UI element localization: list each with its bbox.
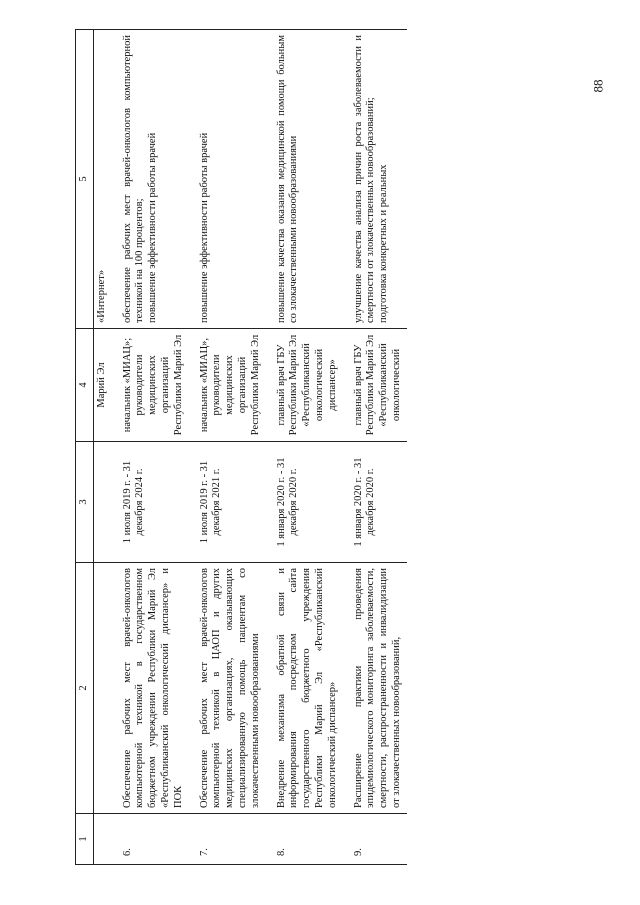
row-responsible: начальник «МИАЦ»; руководители медицинских организаций Республики Марий Эл	[112, 329, 189, 442]
header-col-4: 4	[76, 329, 94, 442]
result-line: повышение эффективности работы врачей	[147, 132, 159, 323]
table-row	[189, 30, 266, 865]
row-measure: Внедрение механизма обратной связи и информирования посредством сайта государственного бюджетного учреждения Республики Марий Эл «Республиканский онкологический диспансер»	[266, 563, 343, 814]
measures-table	[75, 29, 407, 865]
header-col-2: 2	[76, 563, 94, 814]
row-result	[189, 30, 266, 329]
row-measure: Обеспечение рабочих мест врачей-онкологов компьютерной техникой в ЦАОП и других медицинских организациях, оказывающих специализированную помощь пациентам со злокачественными новообразованиями	[189, 563, 266, 814]
row-result	[266, 30, 343, 329]
row-result	[343, 30, 407, 329]
row-responsible: главный врач ГБУ Республики Марий Эл «Республиканский онкологический	[343, 329, 407, 442]
result-line: повышение эффективности работы врачей	[198, 132, 210, 323]
row-result	[112, 30, 189, 329]
page-number: 88	[590, 79, 606, 93]
row-number: 6.	[112, 814, 189, 865]
result-line: подготовка конкретных и реальных	[378, 164, 390, 323]
cont-num	[93, 814, 111, 865]
row-measure: Обеспечение рабочих мест врачей-онкологов компьютерной техникой в государственном бюджетном учреждении Республики Марий Эл «Республиканский онкологический диспансер» и ПОК	[112, 563, 189, 814]
row-period: 1 июля 2019 г. - 31 декабря 2021 г.	[189, 442, 266, 563]
table-row	[266, 30, 343, 865]
row-number: 7.	[189, 814, 266, 865]
cont-result: «Интернет»	[93, 30, 111, 329]
header-col-1: 1	[76, 814, 94, 865]
row-period: 1 января 2020 г. - 31 декабря 2020 г.	[266, 442, 343, 563]
table-row	[343, 30, 407, 865]
row-period: 1 июля 2019 г. - 31 декабря 2024 г.	[112, 442, 189, 563]
row-number: 8.	[266, 814, 343, 865]
header-col-3: 3	[76, 442, 94, 563]
cont-measure	[93, 563, 111, 814]
cont-responsible: Марий Эл	[93, 329, 111, 442]
row-responsible: начальник «МИАЦ», руководители медицинских организаций Республики Марий Эл	[189, 329, 266, 442]
header-col-5: 5	[76, 30, 94, 329]
result-line: улучшение качества анализа причин роста заболеваемости и смертности от злокачественных новообразований;	[352, 35, 377, 323]
continuation-row	[93, 30, 111, 865]
row-period: 1 января 2020 г. - 31 декабря 2020 г.	[343, 442, 407, 563]
rotated-table-sheet	[75, 35, 575, 865]
row-number: 9.	[343, 814, 407, 865]
row-responsible: главный врач ГБУ Республики Марий Эл «Республиканский онкологический диспансер»	[266, 329, 343, 442]
result-line: обеспечение рабочих мест врачей-онкологов компьютерной техникой на 100 процентов;	[121, 35, 146, 323]
result-line: повышение качества оказания медицинской помощи больным со злокачественными новообразованиями	[275, 35, 300, 323]
row-measure: Расширение практики проведения эпидемиологического мониторинга заболеваемости, смертности, распространенности и инвалидизации от злокачественных новообразований,	[343, 563, 407, 814]
header-row	[76, 30, 94, 865]
table-row	[112, 30, 189, 865]
cont-period	[93, 442, 111, 563]
